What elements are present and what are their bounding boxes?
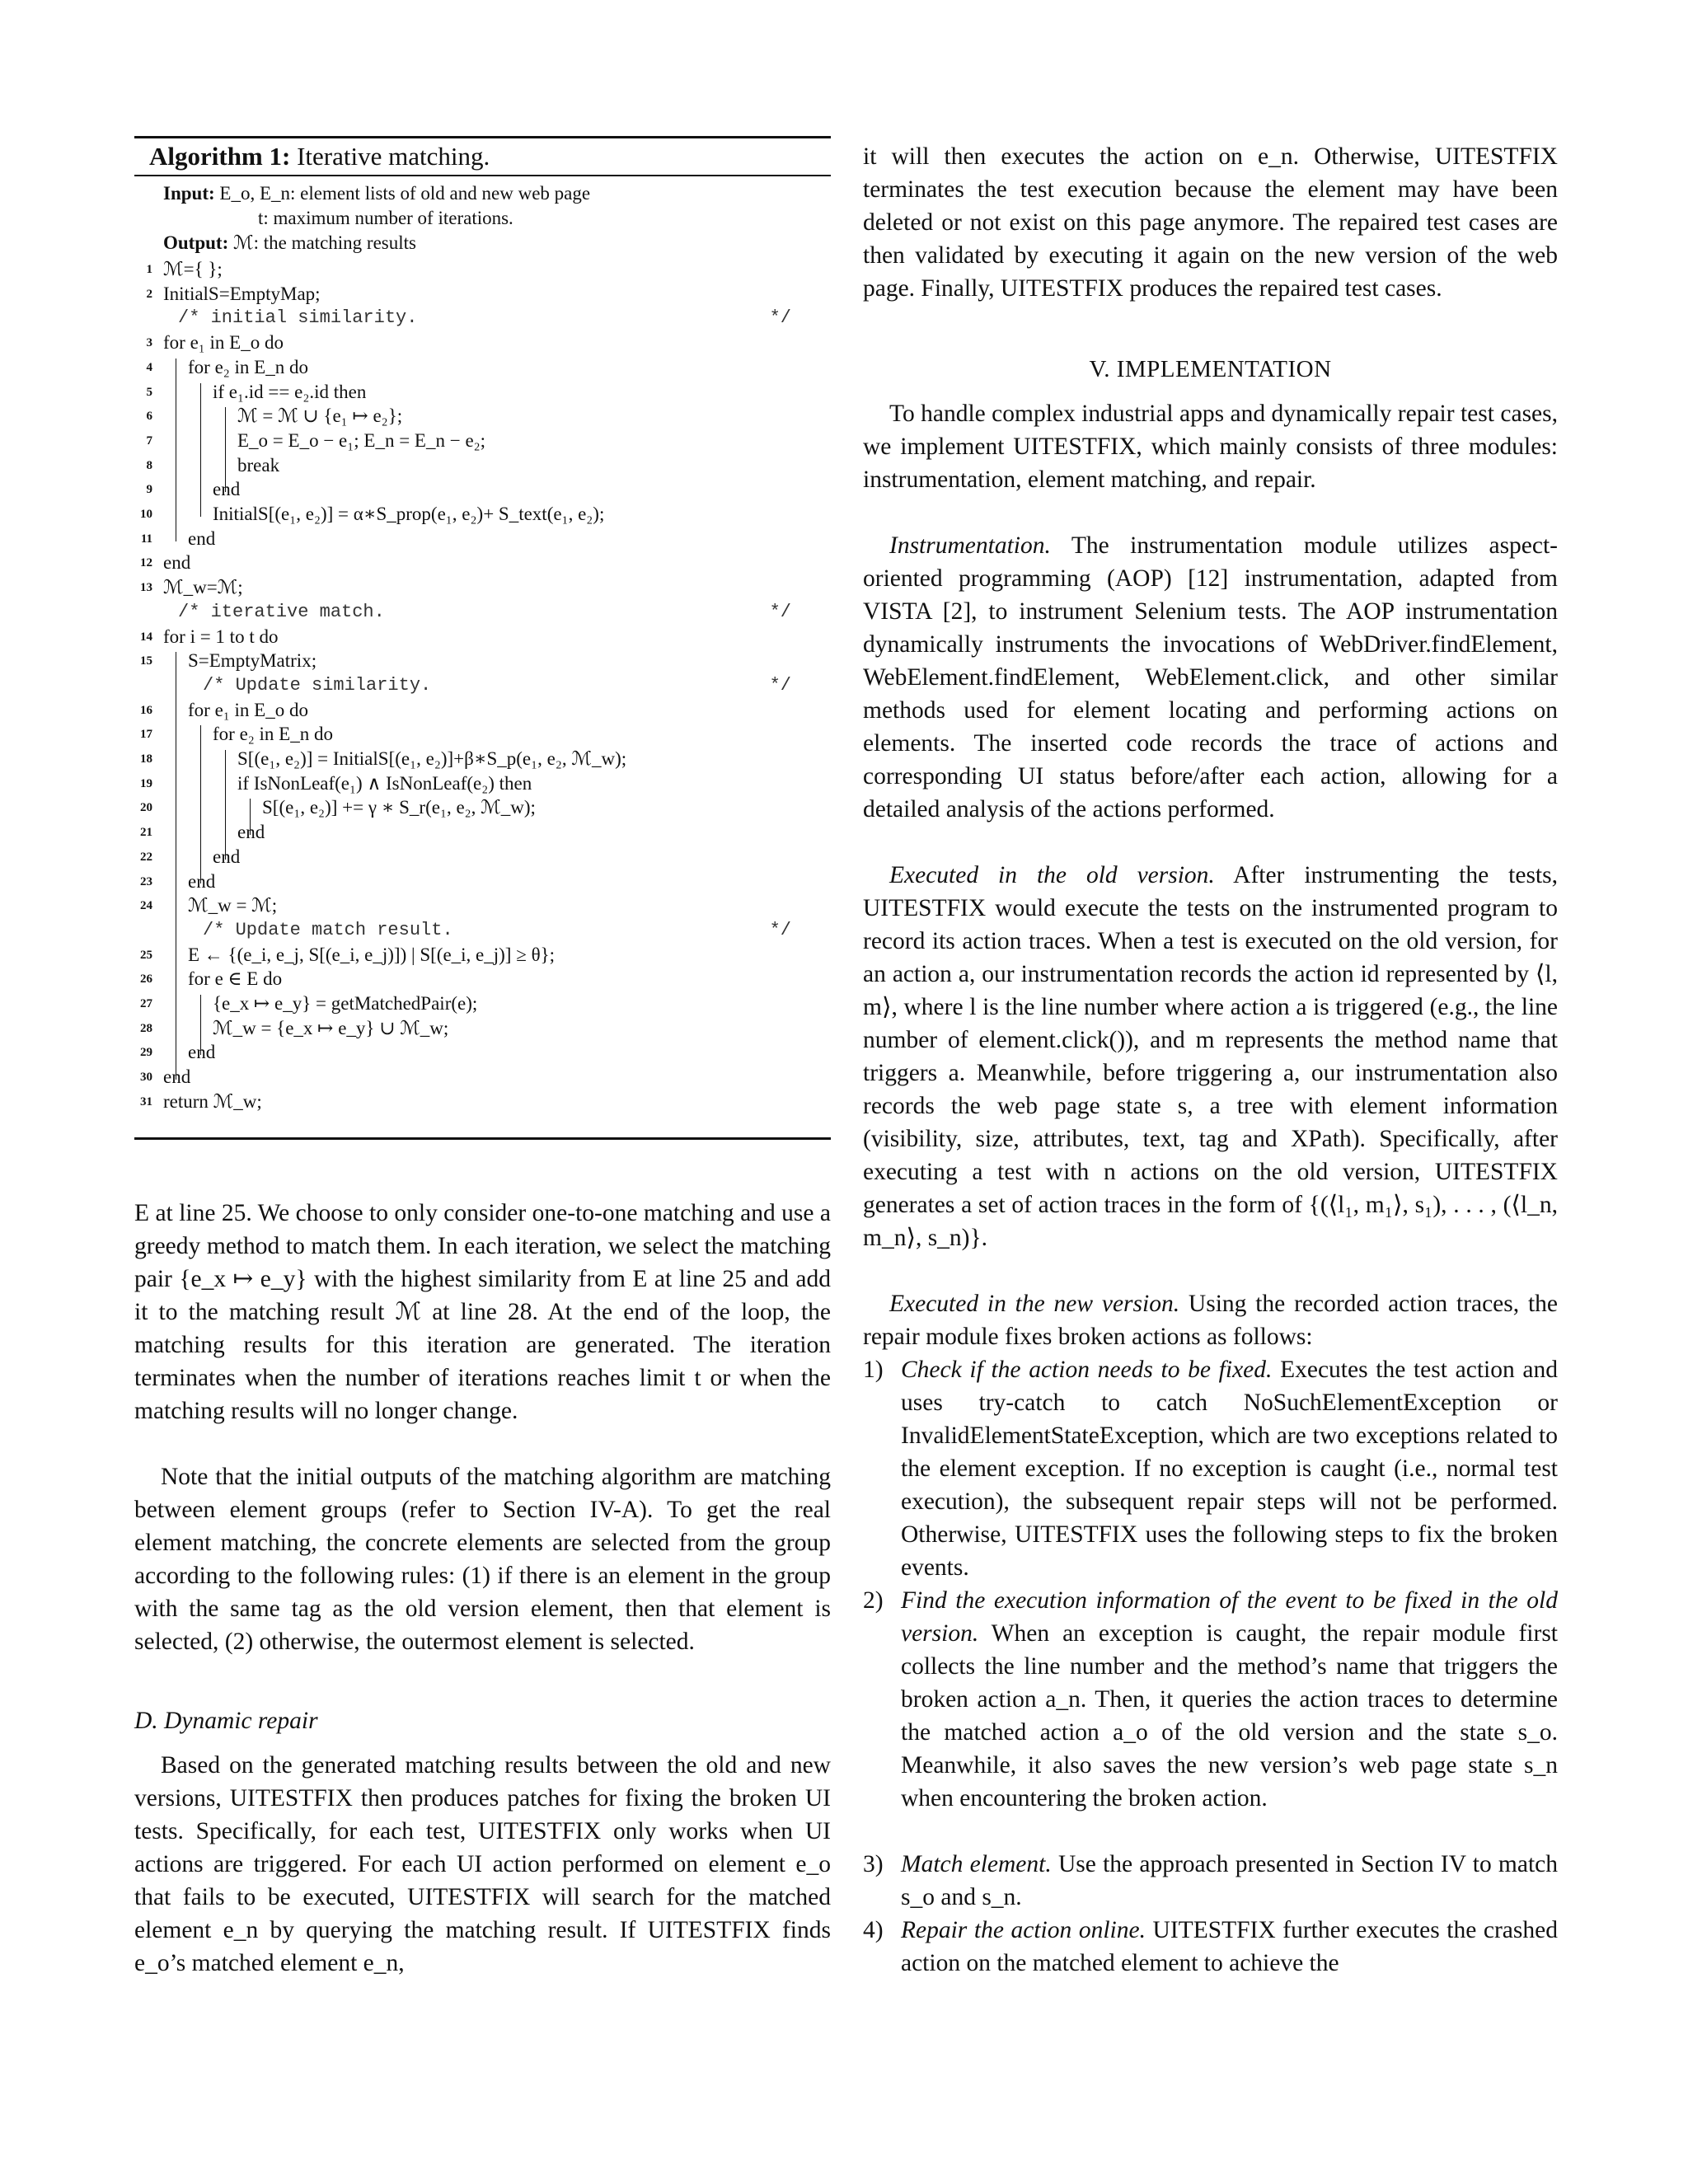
line-number: 6 [146, 410, 152, 424]
algorithm-line [134, 625, 831, 649]
list-item-2 [863, 1584, 1558, 1815]
algorithm-line [134, 429, 831, 453]
input-label: Input: [163, 183, 215, 204]
algorithm-body [134, 176, 831, 1137]
p3-body: After instrumenting the tests, UITESTFIX would execute the tests on the instrumented program to record its action traces. When a test is executed on the old version, for an action a, our instrumentation records the action id represented by ⟨l, m⟩, where l is the line number where action a is triggered (e.g., the line number of element.click()), and m represents the method name that triggers a. Meanwhile, before triggering a, our instrumentation also records the web page state s, a tree with element information (visibility, size, attributes, text, tag and XPath). Specifically, after executing a test with n actions on the old version, UITESTFIX generates a set of action traces in the form of {(⟨l₁, m₁⟩, s₁), . . . , (⟨l_n, m_n⟩, s_n)}. [863, 862, 1558, 1251]
algorithm-line [134, 795, 831, 820]
algorithm-line [134, 380, 831, 405]
algorithm-code: S[(e₁, e₂)] += γ ∗ S_r(e₁, e₂, ℳ_w); [262, 797, 536, 818]
list-lead: Check if the action needs to be fixed. [901, 1357, 1273, 1383]
line-number: 18 [140, 752, 152, 766]
list-number: 3) [863, 1851, 884, 1877]
list-text: Use the approach presented in Section IV to match s_o and s_n. [901, 1851, 1559, 1910]
algorithm-line [134, 257, 831, 282]
line-number: 14 [140, 630, 152, 644]
algorithm-code: ℳ = ℳ ∪ {e₁ ↦ e₂}; [237, 405, 403, 427]
algorithm-line [134, 673, 831, 698]
list-item-1 [863, 1353, 1558, 1584]
line-number: 21 [140, 826, 152, 840]
algorithm-code: if IsNonLeaf(e₁) ∧ IsNonLeaf(e₂) then [237, 772, 532, 794]
algorithm-line [134, 869, 831, 894]
p2-body: The instrumentation module utilizes aspect-oriented programming (AOP) [12] instrumentation, adapted from VISTA [2], to instrument Selenium tests. The AOP instrumentation dynamically instruments the invocations of WebDriver.findElement, WebElement.findElement, WebElement.click, and other similar methods used for element locating and performing actions on elements. The inserted code records the trace of actions and corresponding UI status before/after each action, allowing for a detailed analysis of the actions performed. [863, 532, 1559, 823]
algorithm-code: return ℳ_w; [163, 1090, 262, 1112]
line-number: 7 [146, 434, 152, 448]
algorithm-code: S=EmptyMatrix; [188, 650, 317, 672]
algorithm-line [134, 453, 831, 478]
algorithm-title-label: Algorithm 1: [149, 142, 291, 171]
line-number: 12 [140, 556, 152, 570]
algorithm-code: end [188, 527, 216, 549]
list-lead: Find the execution information of the event to be fixed in the old version. [901, 1587, 1558, 1647]
algorithm-output [163, 232, 416, 254]
line-number: 11 [140, 532, 152, 546]
algorithm-code: for e₂ in E_n do [188, 356, 308, 377]
algorithm-line [134, 551, 831, 575]
algorithm-code: end [237, 822, 265, 843]
line-number: 8 [146, 458, 152, 472]
comment-end: */ [769, 601, 791, 622]
right-paragraph-3 [863, 859, 1558, 1254]
algorithm-line [134, 330, 831, 355]
line-number: 19 [140, 776, 152, 790]
algorithm-line [134, 698, 831, 723]
list-item-4 [863, 1914, 1558, 1980]
line-number: 3 [146, 336, 152, 350]
algorithm-code: end [213, 846, 241, 867]
line-number: 23 [140, 874, 152, 888]
algorithm-line [134, 845, 831, 869]
line-number: 2 [146, 287, 152, 301]
block-line [200, 383, 201, 518]
algorithm-code: InitialS[(e₁, e₂)] = α∗S_prop(e₁, e₂)+ S_text(e₁, e₂); [213, 504, 605, 524]
algorithm-code: for i = 1 to t do [163, 626, 279, 647]
line-number: 4 [146, 360, 152, 374]
list-lead: Repair the action online. [901, 1917, 1146, 1943]
line-number: 13 [140, 581, 152, 595]
right-paragraph-2 [863, 529, 1558, 826]
algorithm-code: E_o = E_o − e₁; E_n = E_n − e₂; [237, 429, 486, 451]
output-label: Output: [163, 232, 229, 253]
algorithm-line [134, 820, 831, 845]
algorithm-line [134, 527, 831, 551]
left-paragraph-3: Based on the generated matching results between the old and new versions, UITESTFIX then produces patches for fixing the broken UI tests. Specifically, for each test, UITESTFIX only works when UI actions are triggered. For each UI action performed on element e_o that fails to be executed, UITESTFIX will search for the matched element e_n by querying the matching result. If UITESTFIX finds e_o’s matched element e_n, [134, 1752, 831, 1976]
algorithm-title-text: Iterative matching. [297, 142, 490, 171]
algorithm-code: end [188, 1042, 216, 1063]
algorithm-line [134, 771, 831, 796]
input-line-1: E_o, E_n: element lists of old and new web page [219, 183, 591, 204]
comment-end: */ [769, 919, 791, 940]
list-lead: Match element. [901, 1851, 1052, 1877]
algorithm-code: break [237, 454, 280, 476]
algorithm-line [134, 1040, 831, 1065]
p4-body: Using the recorded action traces, the repair module fixes broken actions as follows: [863, 1291, 1558, 1350]
algorithm-code: InitialS=EmptyMap; [163, 283, 321, 304]
algorithm-box [134, 136, 831, 1140]
algorithm-line [134, 502, 831, 527]
right-paragraph-1: To handle complex industrial apps and dynamically repair test cases, we implement UITESTFIX, which mainly consists of three modules: instrumentation, element matching, and repair. [863, 401, 1558, 493]
list-item-3 [863, 1848, 1559, 1914]
block-line [200, 995, 201, 1055]
algorithm-code: E ← {(e_i, e_j, S[(e_i, e_j)]) | S[(e_i, e_j)] ≥ θ}; [188, 944, 556, 965]
line-number: 25 [140, 948, 152, 962]
left-paragraph-1: E at line 25. We choose to only consider one-to-one matching and use a greedy method to match them. In each iteration, we select the matching pair {e_x ↦ e_y} with the highest similarity from E at line 25 and add it to the matching result ℳ at line 28. At the end of the loop, the matching results for this iteration are generated. The iteration terminates when the number of iterations reaches limit t or when the matching results will no longer change. [134, 1200, 831, 1424]
comment-end: */ [769, 674, 791, 696]
line-number: 15 [140, 654, 152, 668]
algorithm-code: ℳ_w=ℳ; [163, 577, 243, 598]
algorithm-line [134, 575, 831, 600]
line-number: 16 [140, 703, 152, 717]
list-text: UITESTFIX further executes the crashed action on the matched element to achieve the [901, 1917, 1558, 1976]
algorithm-code: end [213, 479, 241, 500]
algorithm-line [134, 477, 831, 502]
line-number: 28 [140, 1021, 152, 1035]
list-number: 4) [863, 1917, 884, 1943]
p4-lead: Executed in the new version. [889, 1291, 1180, 1317]
line-number: 26 [140, 972, 152, 987]
algorithm-code: S[(e₁, e₂)] = InitialS[(e₁, e₂)]+β∗S_p(e₁, e₂, ℳ_w); [237, 748, 627, 769]
line-number: 17 [140, 728, 152, 742]
algorithm-code: for e ∈ E do [188, 968, 283, 990]
line-number: 24 [140, 899, 152, 913]
algorithm-line [134, 943, 831, 968]
list-number: 2) [863, 1587, 884, 1614]
algorithm-code: ℳ_w = ℳ; [188, 895, 278, 916]
algorithm-line [134, 306, 831, 330]
algorithm-line [134, 282, 831, 307]
line-number: 9 [146, 483, 152, 497]
algorithm-line [134, 991, 831, 1016]
algorithm-comment: /* iterative match. [178, 601, 385, 622]
subsection-heading: D. Dynamic repair [134, 1708, 318, 1734]
algorithm-line [134, 649, 831, 673]
algorithm-title [134, 138, 831, 176]
block-line [250, 799, 251, 835]
algorithm-line [134, 918, 831, 943]
algorithm-line [134, 355, 831, 380]
list-number: 1) [863, 1357, 884, 1383]
algorithm-code: ℳ={ }; [163, 259, 223, 279]
algorithm-code: ℳ_w = {e_x ↦ e_y} ∪ ℳ_w; [213, 1017, 449, 1038]
comment-end: */ [769, 307, 791, 329]
block-line [200, 725, 201, 883]
algorithm-code: if e₁.id == e₂.id then [213, 381, 367, 402]
right-paragraph-4 [863, 1287, 1558, 1353]
algorithm-comment: /* initial similarity. [178, 307, 418, 329]
algorithm-line [134, 404, 831, 429]
algorithm-line [134, 722, 831, 747]
algorithm-code: for e₁ in E_o do [163, 332, 284, 354]
algorithm-code: for e₁ in E_o do [188, 699, 308, 720]
algorithm-line [134, 747, 831, 771]
line-number: 10 [140, 508, 152, 521]
list-text: Executes the test action and uses try-catch to catch NoSuchElementException or InvalidElementStateException, which are two exceptions related to the element exception. If no exception is caught (i.e., normal test execution), the subsequent repair steps will not be performed. Otherwise, UITESTFIX uses the following steps to fix the broken events. [901, 1357, 1558, 1581]
line-number: 30 [140, 1071, 152, 1085]
algorithm-input [163, 183, 590, 204]
section-heading: V. IMPLEMENTATION [1089, 356, 1332, 382]
line-number: 22 [140, 850, 152, 864]
p2-lead: Instrumentation. [889, 532, 1051, 559]
line-number: 20 [140, 801, 152, 815]
algorithm-code: end [188, 870, 216, 892]
left-paragraph-2: Note that the initial outputs of the matching algorithm are matching between element groups (refer to Section IV-A). To get the real element matching, the concrete elements are selected from the group according to the following rules: (1) if there is an element in the group with the same tag as the old version element, then that element is selected, (2) otherwise, the outermost element is selected. [134, 1464, 831, 1655]
algorithm-line [134, 893, 831, 918]
algorithm-code: end [163, 552, 191, 574]
algorithm-line [134, 967, 831, 991]
p3-lead: Executed in the old version. [889, 862, 1215, 888]
output-text: ℳ: the matching results [233, 232, 416, 253]
algorithm-line [134, 1016, 831, 1041]
line-number: 27 [140, 997, 152, 1010]
algorithm-input-2: t: maximum number of iterations. [258, 208, 513, 228]
algorithm-code: {e_x ↦ e_y} = getMatchedPair(e); [213, 993, 478, 1014]
right-paragraph-0: it will then executes the action on e_n. Otherwise, UITESTFIX terminates the test execution because the element may have been deleted or not exist on this page anymore. The repaired test cases are then validated by executing it again on the new version of the web page. Finally, UITESTFIX produces the repaired test cases. [863, 143, 1558, 302]
line-number: 5 [146, 385, 152, 399]
block-line [225, 407, 226, 492]
algorithm-code: for e₂ in E_n do [213, 724, 333, 745]
algorithm-line [134, 1065, 831, 1090]
algorithm-line [134, 600, 831, 625]
line-number: 1 [146, 263, 152, 276]
algorithm-comment: /* Update match result. [203, 919, 453, 940]
algorithm-line [134, 1090, 831, 1114]
algorithm-comment: /* Update similarity. [203, 674, 432, 696]
line-number: 31 [140, 1094, 152, 1108]
line-number: 29 [140, 1046, 152, 1060]
list-text: When an exception is caught, the repair module first collects the line number and the method’s name that triggers the broken action a_n. Then, it queries the action traces to determine the matched action a_o of the old version and the state s_o. Meanwhile, it also saves the new version’s web page state s_n when encountering the broken action. [901, 1620, 1558, 1811]
block-line [225, 750, 226, 860]
algorithm-code: end [163, 1066, 191, 1088]
